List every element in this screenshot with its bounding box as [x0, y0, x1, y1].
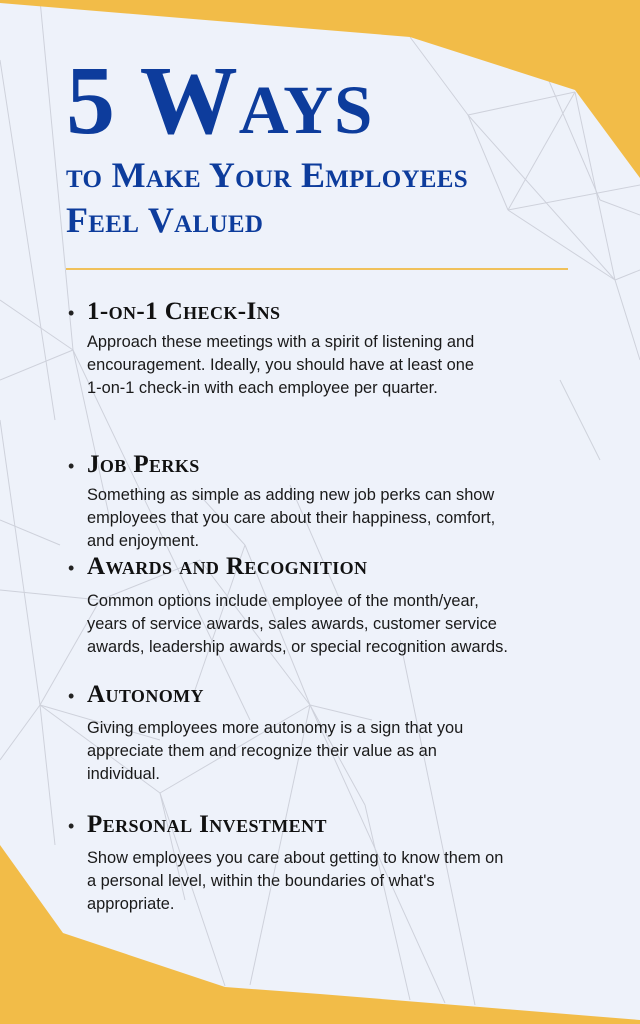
- body-line: years of service awards, sales awards, customer service: [87, 615, 497, 633]
- section-heading: [66, 681, 586, 710]
- section-awards-and-recognition: [66, 553, 586, 659]
- body-line: 1-on-1 check-in with each employee per quarter.: [87, 379, 438, 397]
- section-body: [87, 484, 587, 553]
- bullet-icon: •: [68, 303, 75, 323]
- body-line: individual.: [87, 765, 160, 783]
- section-body: [87, 847, 587, 916]
- bullet-icon: •: [68, 686, 75, 706]
- section-heading-text: Autonomy: [87, 681, 204, 708]
- body-line: employees that you care about their happiness, comfort,: [87, 509, 496, 527]
- body-line: appropriate.: [87, 895, 175, 913]
- section-heading: [66, 451, 586, 480]
- section-heading: [66, 811, 586, 840]
- body-line: awards, leadership awards, or special recognition awards.: [87, 638, 508, 656]
- page-subtitle: [66, 153, 468, 243]
- section-heading: [66, 298, 586, 327]
- body-line: and enjoyment.: [87, 532, 200, 550]
- section-heading-text: Personal Investment: [87, 811, 327, 838]
- body-line: Approach these meetings with a spirit of listening and: [87, 333, 475, 351]
- bullet-icon: •: [68, 456, 75, 476]
- page-title: 5 Ways: [66, 47, 374, 155]
- bullet-icon: •: [68, 558, 75, 578]
- bullet-icon: •: [68, 816, 75, 836]
- body-line: a personal level, within the boundaries of what's: [87, 872, 435, 890]
- body-line: appreciate them and recognize their value as an: [87, 742, 437, 760]
- title-divider: [66, 268, 568, 270]
- section-heading-text: 1-on-1 Check-Ins: [87, 298, 281, 325]
- body-line: Giving employees more autonomy is a sign that you: [87, 719, 464, 737]
- body-line: encouragement. Ideally, you should have at least one: [87, 356, 474, 374]
- body-line: Show employees you care about getting to know them on: [87, 849, 504, 867]
- body-line: Common options include employee of the month/year,: [87, 592, 479, 610]
- section-body: [87, 717, 587, 786]
- subtitle-line-2: Feel Valued: [66, 200, 264, 240]
- section-body: [87, 590, 587, 659]
- section-personal-investment: [66, 811, 586, 916]
- section-autonomy: [66, 681, 586, 786]
- subtitle-line-1: to Make Your Employees: [66, 155, 468, 195]
- section-job-perks: [66, 451, 586, 553]
- section-body: [87, 331, 587, 400]
- section-heading: [66, 553, 586, 582]
- section-heading-text: Awards and Recognition: [87, 553, 368, 580]
- body-line: Something as simple as adding new job perks can show: [87, 486, 495, 504]
- section-1-on-1-check-ins: [66, 298, 586, 400]
- section-heading-text: Job Perks: [87, 451, 200, 478]
